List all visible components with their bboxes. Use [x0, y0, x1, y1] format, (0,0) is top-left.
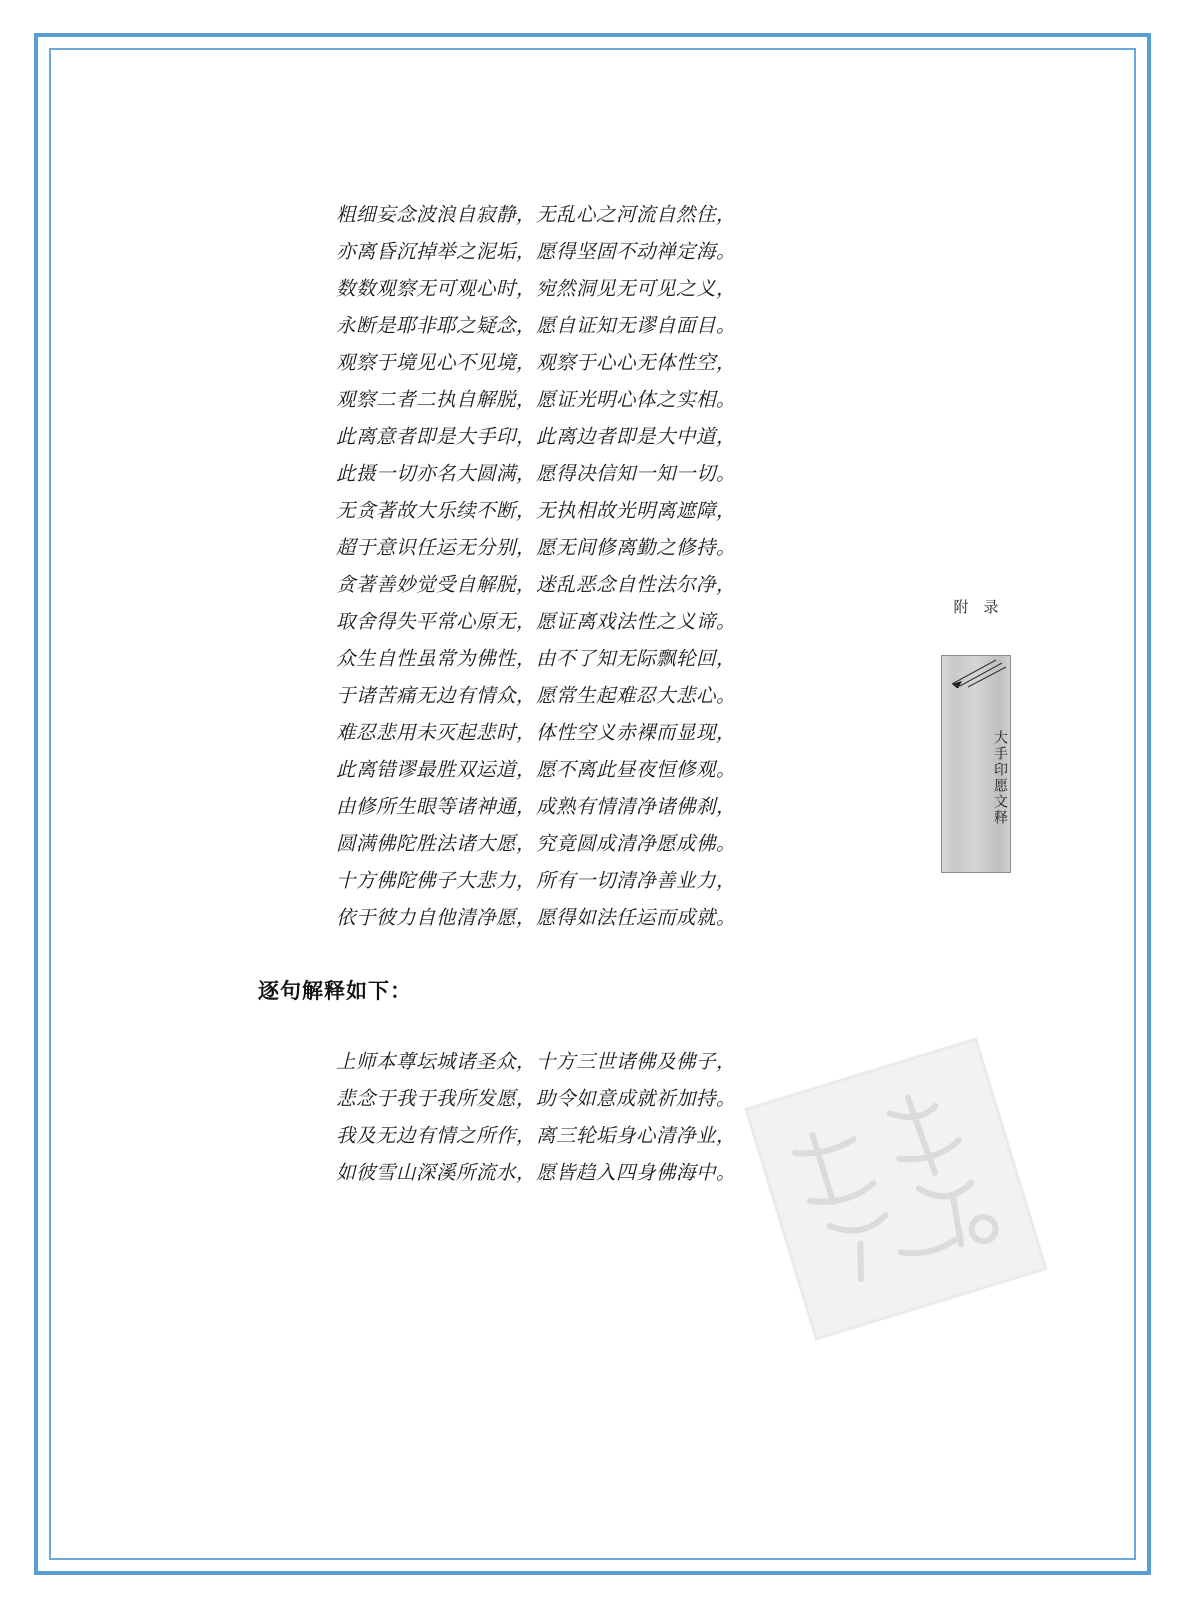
verse-block-secondary [336, 1043, 776, 1191]
side-tab-appendix [941, 655, 1011, 873]
verse-line: 贪著善妙觉受自解脱，迷乱恶念自性法尔净， [336, 573, 737, 596]
verse-line: 由修所生眼等诸神通，成熟有情清净诸佛刹， [336, 795, 737, 818]
verse-line: 难忍悲用未灭起悲时，体性空义赤裸而显现， [336, 721, 737, 744]
tab-slash-icon [946, 658, 1008, 688]
verse-line: 依于彼力自他清净愿，愿得如法任运而成就。 [336, 906, 737, 929]
verse-line: 取舍得失平常心原无，愿证离戏法性之义谛。 [336, 610, 737, 633]
verse-line: 此离意者即是大手印，此离边者即是大中道， [336, 425, 737, 448]
verse-line: 数数观察无可观心时，宛然洞见无可见之义， [336, 277, 737, 300]
verse-line: 十方佛陀佛子大悲力，所有一切清净善业力， [336, 869, 737, 892]
appendix-label: 附 录 [953, 598, 999, 616]
verse-line: 众生自性虽常为佛性，由不了知无际飘轮回， [336, 647, 737, 670]
verse-line: 粗细妄念波浪自寂静，无乱心之河流自然住， [336, 203, 737, 226]
verse-line: 此离错谬最胜双运道，愿不离此昼夜恒修观。 [336, 758, 737, 781]
verse-line: 圆满佛陀胜法诸大愿，究竟圆成清净愿成佛。 [336, 832, 737, 855]
verse-line: 此摄一切亦名大圆满，愿得决信知一知一切。 [336, 462, 737, 485]
verse-line: 超于意识任运无分别，愿无间修离勤之修持。 [336, 536, 737, 559]
verse-block-primary [336, 196, 776, 936]
verse-line: 永断是耶非耶之疑念，愿自证知无谬自面目。 [336, 314, 737, 337]
verse-line: 观察二者二执自解脱，愿证光明心体之实相。 [336, 388, 737, 411]
verse-line: 亦离昏沉掉举之泥垢，愿得坚固不动禅定海。 [336, 240, 737, 263]
verse-line: 如彼雪山深溪所流水，愿皆趋入四身佛海中。 [336, 1161, 737, 1184]
section-heading: 逐句解释如下： [258, 979, 412, 1003]
side-tab-text: 大手印愿文释 [992, 730, 1008, 826]
verse-line: 观察于境见心不见境，观察于心心无体性空， [336, 351, 737, 374]
verse-line: 于诸苦痛无边有情众，愿常生起难忍大悲心。 [336, 684, 737, 707]
verse-line: 悲念于我于我所发愿，助令如意成就祈加持。 [336, 1087, 737, 1110]
verse-line: 无贪著故大乐续不断，无执相故光明离遮障， [336, 499, 737, 522]
verse-line: 上师本尊坛城诸圣众，十方三世诸佛及佛子， [336, 1050, 737, 1073]
verse-line: 我及无边有情之所作，离三轮垢身心清净业， [336, 1124, 737, 1147]
